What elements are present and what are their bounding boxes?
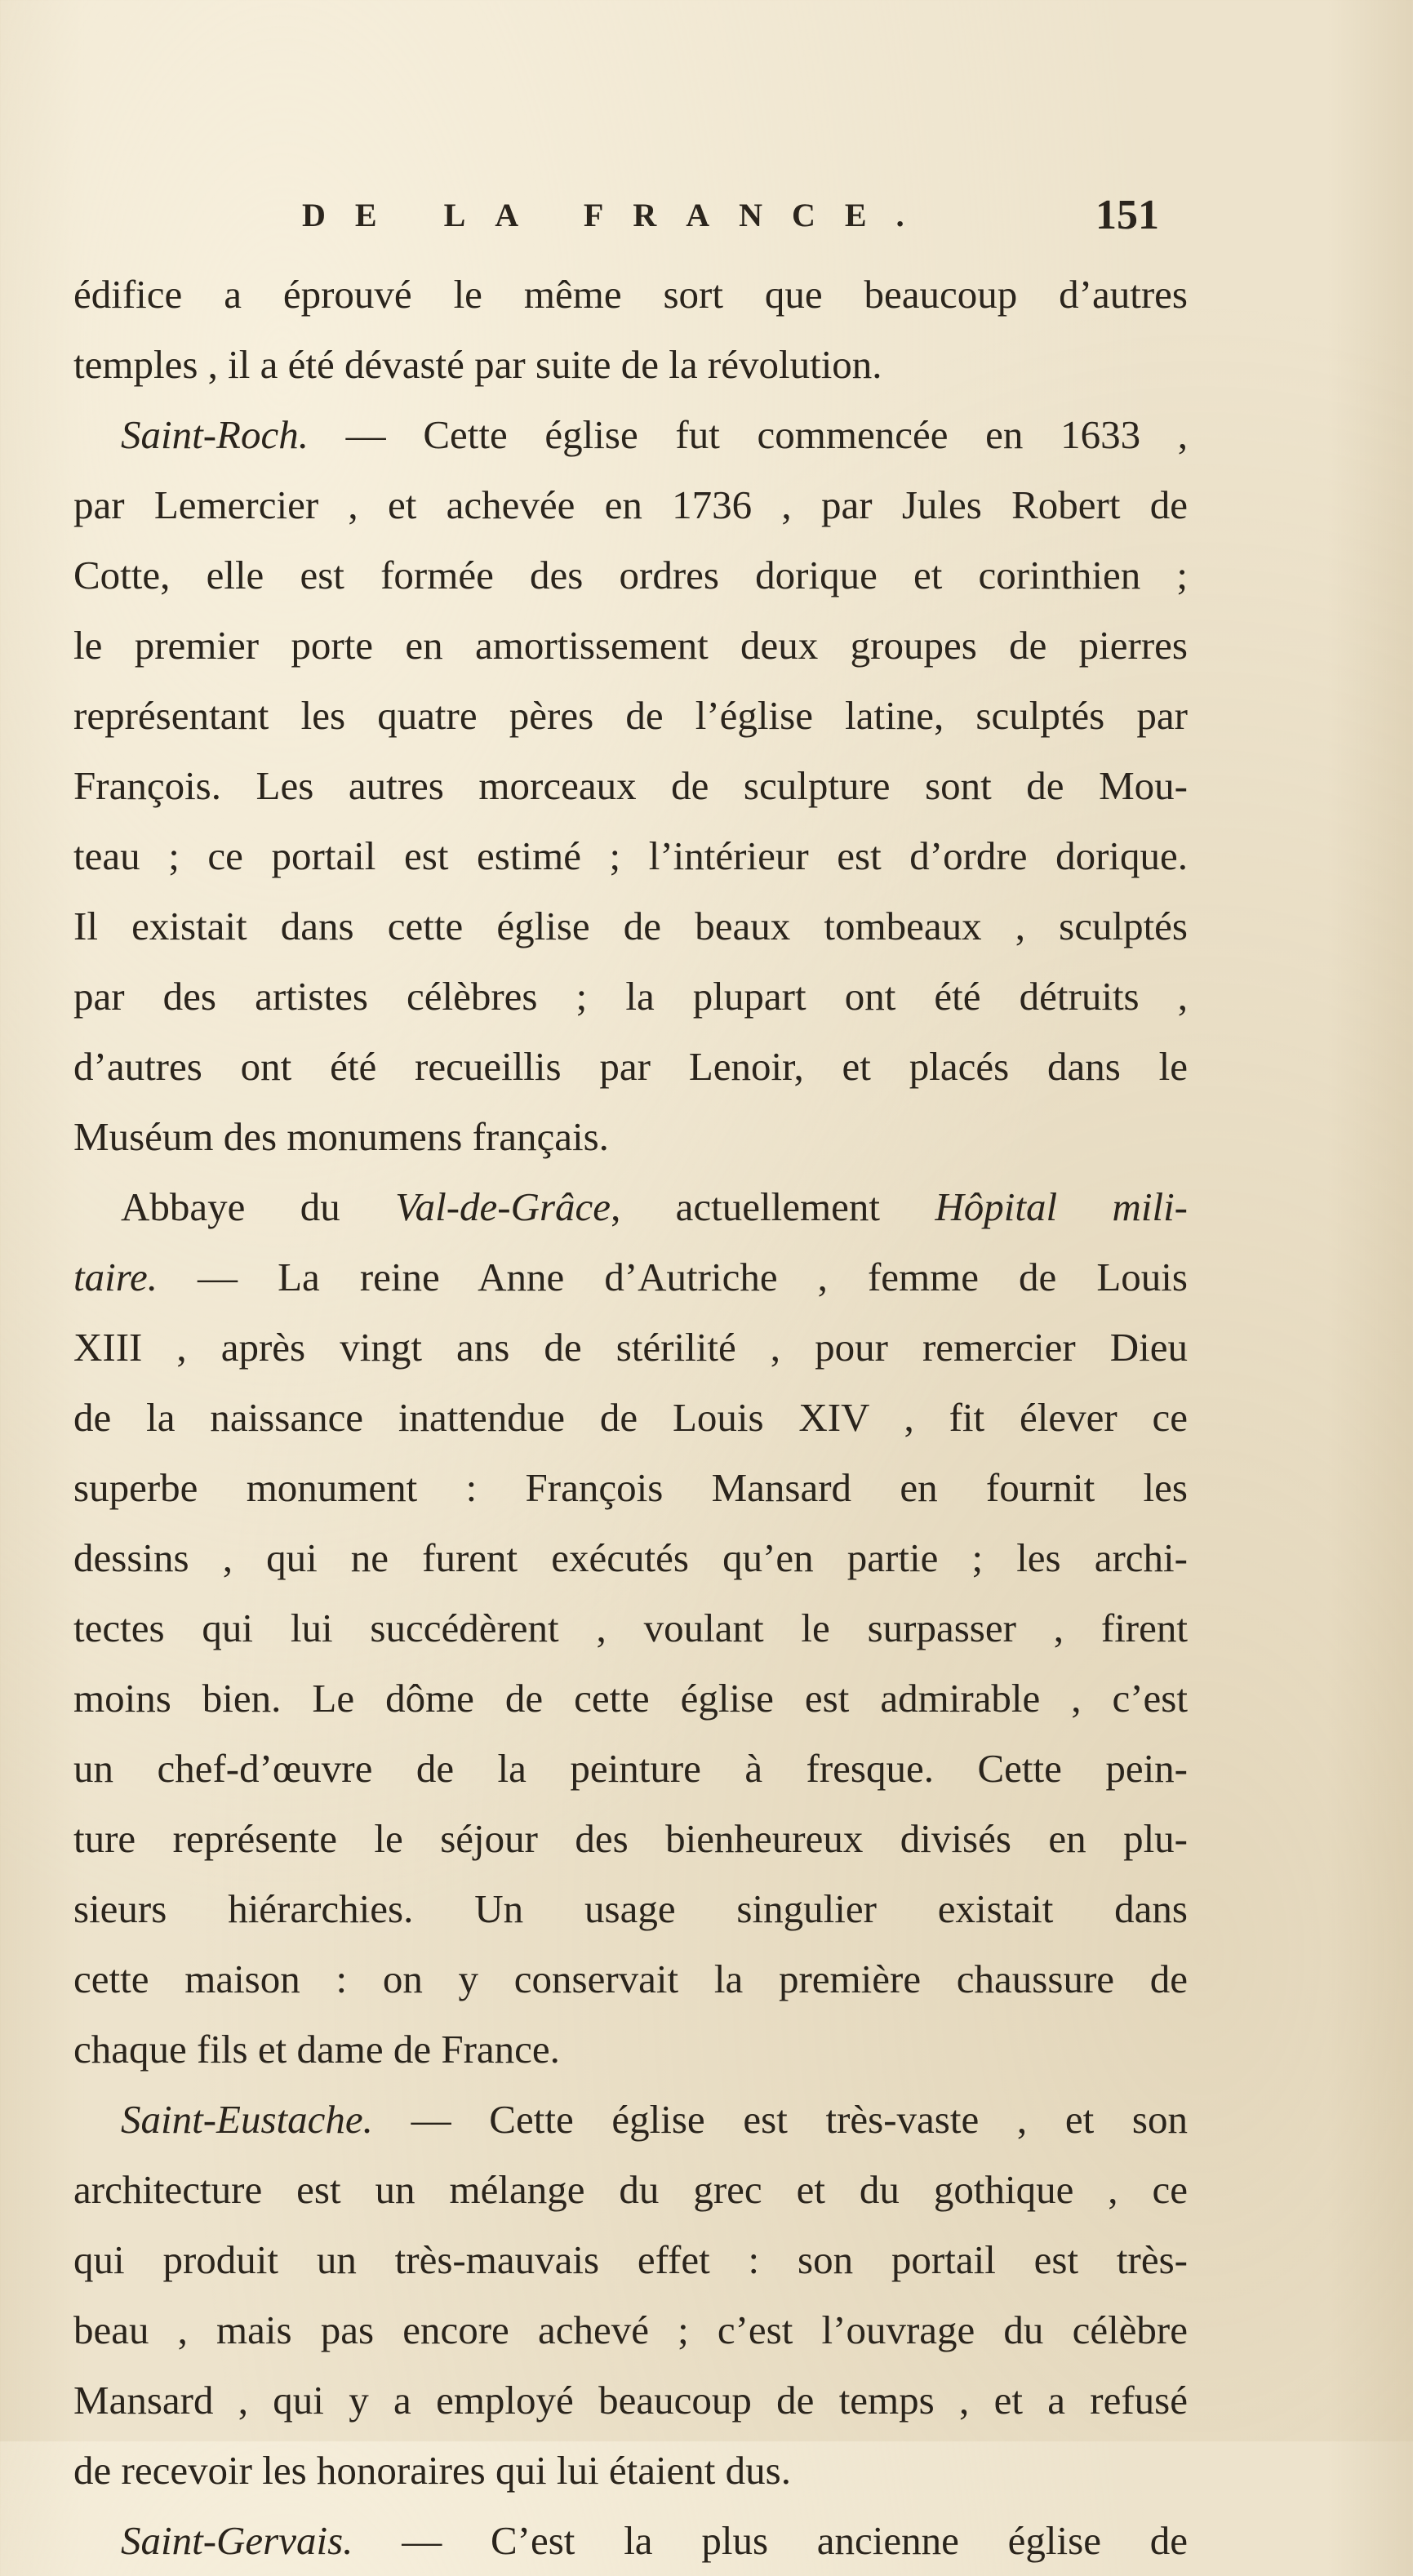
text-line (73, 962, 1188, 1032)
text-run: par Lemercier , et achevée en 1736 , par Jules Robert de (73, 482, 1188, 527)
italic-text: Saint-Eustache. (121, 2097, 373, 2142)
text-line (73, 1804, 1188, 1874)
page-number: 151 (1095, 192, 1159, 238)
text-run: un chef-d’œuvre de la peinture à fresque. Cette pein- (73, 1746, 1188, 1791)
text-run: cette maison : on y conservait la première chaussure de (73, 1956, 1188, 2001)
text-line (73, 1874, 1188, 1944)
italic-text: taire. (73, 1255, 158, 1299)
text-line (73, 2155, 1188, 2225)
text-run: François. Les autres morceaux de sculpture sont de Mou- (73, 763, 1188, 808)
running-head: DE LA FRANCE. (302, 197, 934, 233)
text-run: moins bien. Le dôme de cette église est admirable , c’est (73, 1676, 1188, 1721)
text-run: superbe monument : François Mansard en fournit les (73, 1465, 1188, 1510)
text-run: temples , il a été dévasté par suite de la révolution. (73, 342, 882, 387)
text-line (73, 400, 1188, 470)
italic-text: Hôpital mili- (935, 1184, 1188, 1229)
text-run: de la naissance inattendue de Louis XIV , fit élever ce (73, 1395, 1188, 1440)
text-line (73, 1102, 1188, 1172)
text-run: — La reine Anne d’Autriche , femme de Louis (157, 1255, 1188, 1299)
text-line (73, 751, 1188, 821)
page-header (302, 192, 1159, 253)
text-run: de recevoir les honoraires qui lui étaient dus. (73, 2448, 791, 2493)
text-line (73, 2506, 1188, 2576)
text-run: sieurs hiérarchies. Un usage singulier existait dans (73, 1886, 1188, 1931)
text-line (73, 1593, 1188, 1663)
text-line (73, 891, 1188, 962)
text-run: Il existait dans cette église de beaux tombeaux , sculptés (73, 904, 1188, 948)
text-run: , actuellement (611, 1184, 935, 1229)
text-run: édifice a éprouvé le même sort que beaucoup d’autres (73, 272, 1188, 317)
text-run: teau ; ce portail est estimé ; l’intérieur est d’ordre dorique. (73, 833, 1188, 878)
text-line (73, 821, 1188, 891)
text-line (73, 260, 1188, 330)
text-line (73, 2014, 1188, 2085)
italic-text: Saint-Roch. (121, 412, 309, 457)
text-run: chaque fils et dame de France. (73, 2027, 560, 2072)
text-line (73, 2365, 1188, 2436)
text-run: Abbaye du (121, 1184, 396, 1229)
text-run: — Cette église est très-vaste , et son (372, 2097, 1188, 2142)
text-run: beau , mais pas encore achevé ; c’est l’ouvrage du célèbre (73, 2307, 1188, 2352)
text-run: XIII , après vingt ans de stérilité , pour remercier Dieu (73, 1325, 1188, 1370)
text-run: par des artistes célèbres ; la plupart ont été détruits , (73, 974, 1188, 1019)
text-run: tectes qui lui succédèrent , voulant le surpasser , firent (73, 1606, 1188, 1650)
text-line (73, 2085, 1188, 2155)
text-run: — Cette église fut commencée en 1633 , (308, 412, 1188, 457)
text-line (73, 2436, 1188, 2506)
text-run: qui produit un très-mauvais effet : son portail est très- (73, 2237, 1188, 2282)
text-line (73, 1663, 1188, 1734)
text-run: Cotte, elle est formée des ordres dorique et corinthien ; (73, 553, 1188, 597)
text-line (73, 470, 1188, 540)
text-line (73, 2295, 1188, 2365)
body-text (73, 260, 1188, 2576)
text-run: représentant les quatre pères de l’église latine, sculptés par (73, 693, 1188, 738)
text-line (73, 1242, 1188, 1312)
text-line (73, 1523, 1188, 1593)
text-run: dessins , qui ne furent exécutés qu’en partie ; les archi- (73, 1535, 1188, 1580)
text-line (73, 330, 1188, 400)
text-line (73, 540, 1188, 611)
text-line (73, 1312, 1188, 1383)
text-line (73, 681, 1188, 751)
text-line (73, 1944, 1188, 2014)
text-line (73, 1734, 1188, 1804)
text-run: architecture est un mélange du grec et du gothique , ce (73, 2167, 1188, 2212)
text-run: d’autres ont été recueillis par Lenoir, et placés dans le (73, 1044, 1188, 1089)
text-line (73, 611, 1188, 681)
text-line (73, 1172, 1188, 1242)
text-run: — C’est la plus ancienne église de (353, 2518, 1188, 2563)
text-run: Mansard , qui y a employé beaucoup de temps , et a refusé (73, 2378, 1188, 2423)
text-run: le premier porte en amortissement deux groupes de pierres (73, 623, 1188, 668)
italic-text: Val-de-Grâce (395, 1184, 611, 1229)
text-line (73, 1383, 1188, 1453)
text-line (73, 1032, 1188, 1102)
text-run: ture représente le séjour des bienheureux divisés en plu- (73, 1816, 1188, 1861)
text-line (73, 1453, 1188, 1523)
text-line (73, 2225, 1188, 2295)
text-run: Muséum des monumens français. (73, 1114, 609, 1159)
italic-text: Saint-Gervais. (121, 2518, 353, 2563)
